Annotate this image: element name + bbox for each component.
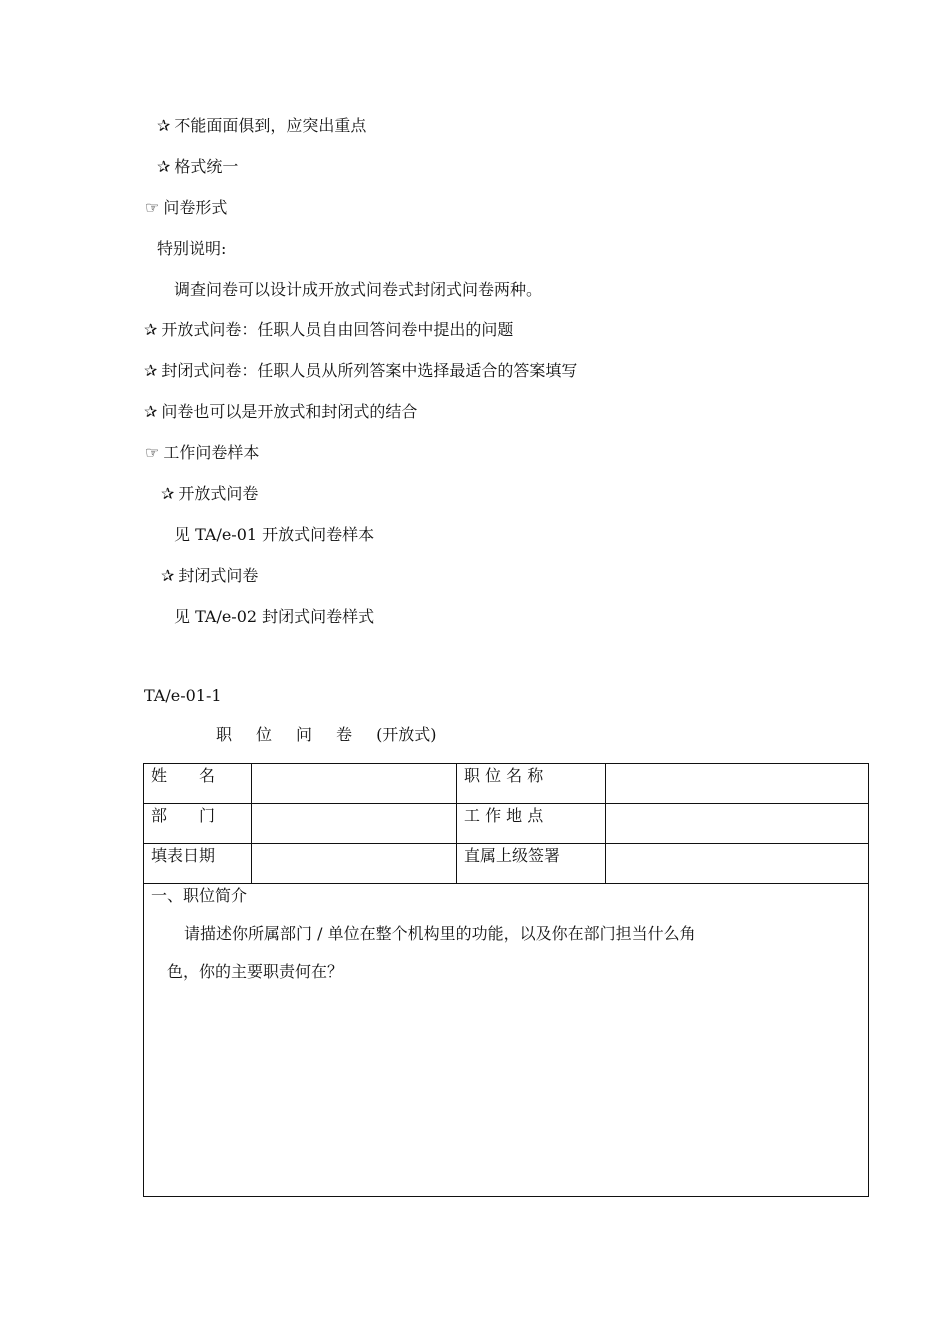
department-field[interactable]	[252, 804, 457, 844]
table-row	[144, 884, 869, 1197]
job-title-label: 职 位 名 称	[457, 764, 606, 804]
bullet-line	[161, 566, 258, 586]
job-title-field[interactable]	[606, 764, 869, 804]
title-char: 问	[296, 725, 313, 744]
star-icon: ✰	[157, 116, 171, 135]
bullet-line	[144, 361, 577, 381]
question-text: 请描述你所属部门 / 单位在整个机构里的功能，以及你在部门担当什么角	[184, 924, 696, 943]
note-label: 特别说明:	[157, 239, 227, 258]
paragraph: 调查问卷可以设计成开放式问卷式封闭式问卷两种。	[174, 280, 543, 299]
bullet-text: 开放式问卷：任职人员自由回答问卷中提出的问题	[161, 320, 514, 339]
bullet-text: 格式统一	[174, 157, 239, 176]
pointer-line	[145, 443, 259, 463]
bullet-text: 封闭式问卷	[178, 566, 259, 585]
reference-line: 见 TA/e-02 封闭式问卷样式	[174, 607, 375, 626]
work-location-field[interactable]	[606, 804, 869, 844]
section-heading: 问卷形式	[163, 198, 228, 217]
pointing-hand-icon: ☞	[145, 443, 160, 462]
title-char: 职	[216, 725, 233, 744]
bullet-text: 不能面面俱到，应突出重点	[174, 116, 367, 135]
section-heading: 工作问卷样本	[163, 443, 260, 462]
title-char: 卷	[336, 725, 353, 744]
star-icon: ✰	[161, 566, 175, 585]
star-icon: ✰	[161, 484, 175, 503]
fill-date-label: 填表日期	[144, 844, 252, 884]
bullet-line	[157, 157, 238, 177]
name-label: 姓 名	[144, 764, 252, 804]
work-location-label: 工 作 地 点	[457, 804, 606, 844]
job-intro-section[interactable]	[144, 884, 869, 1197]
questionnaire-form	[143, 763, 869, 1197]
table-row	[144, 804, 869, 844]
bullet-line	[161, 484, 258, 504]
title-suffix: (开放式)	[376, 725, 437, 744]
bullet-line	[144, 402, 417, 422]
table-row	[144, 764, 869, 804]
form-code: TA/e-01-1	[144, 686, 222, 705]
pointer-line	[145, 198, 227, 218]
reference-line: 见 TA/e-01 开放式问卷样本	[174, 525, 375, 544]
star-icon: ✰	[144, 361, 158, 380]
table-row	[144, 844, 869, 884]
name-field[interactable]	[252, 764, 457, 804]
bullet-text: 问卷也可以是开放式和封闭式的结合	[161, 402, 418, 421]
fill-date-field[interactable]	[252, 844, 457, 884]
form-title	[216, 725, 437, 745]
section-heading: 一、职位简介	[151, 886, 248, 905]
bullet-line	[144, 320, 513, 340]
star-icon: ✰	[144, 402, 158, 421]
star-icon: ✰	[157, 157, 171, 176]
pointing-hand-icon: ☞	[145, 198, 160, 217]
bullet-text: 开放式问卷	[178, 484, 259, 503]
star-icon: ✰	[144, 320, 158, 339]
supervisor-signature-field[interactable]	[606, 844, 869, 884]
department-label: 部 门	[144, 804, 252, 844]
bullet-line	[157, 116, 366, 136]
question-text: 色，你的主要职责何在？	[167, 962, 344, 981]
supervisor-signature-label: 直属上级签署	[457, 844, 606, 884]
title-char: 位	[256, 725, 273, 744]
bullet-text: 封闭式问卷：任职人员从所列答案中选择最适合的答案填写	[161, 361, 578, 380]
